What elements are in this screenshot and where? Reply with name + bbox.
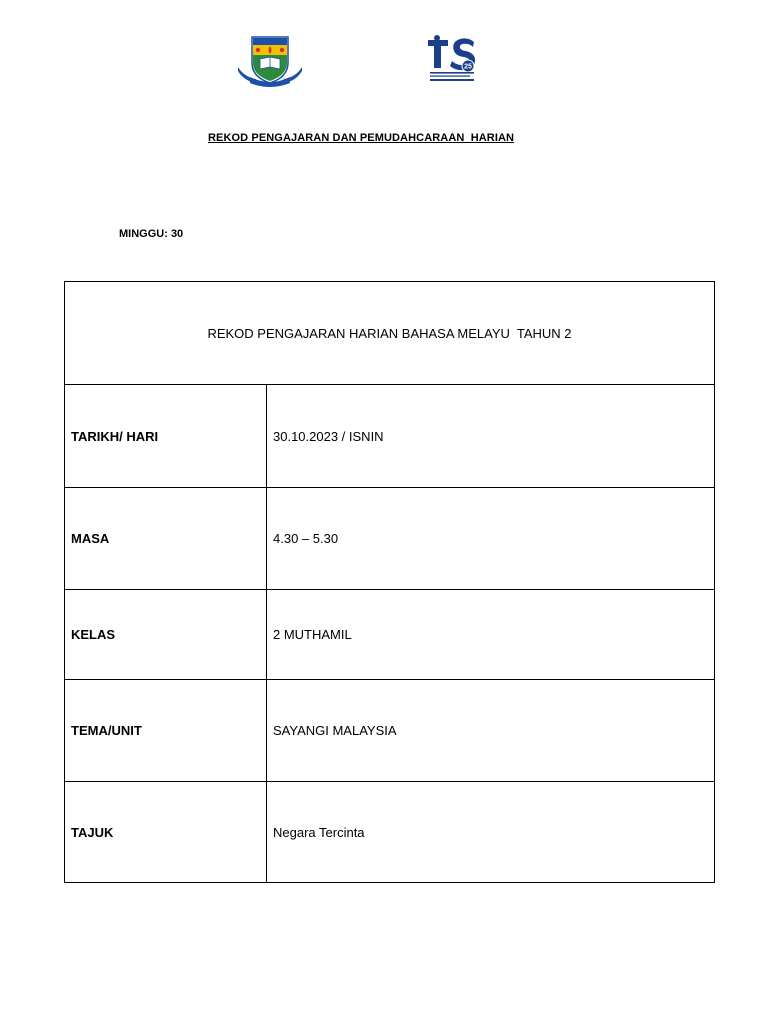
row-label-time: MASA (65, 488, 267, 590)
row-label-class: KELAS (65, 590, 267, 680)
table-row (65, 488, 715, 590)
week-number: MINGGU: 30 (119, 228, 184, 240)
ts25-logo-icon (424, 34, 480, 84)
row-label-date-day: TARIKH/ HARI (65, 385, 267, 488)
row-value-time: 4.30 – 5.30 (267, 488, 715, 590)
table-row (65, 680, 715, 782)
row-label-topic: TAJUK (65, 782, 267, 883)
row-value-class: 2 MUTHAMIL (267, 590, 715, 680)
school-crest-logo (236, 33, 304, 87)
table-row (65, 590, 715, 680)
table-row (65, 385, 715, 488)
school-crest-icon (236, 33, 304, 87)
lesson-record-table (64, 281, 715, 883)
table-row (65, 782, 715, 883)
row-label-theme-unit: TEMA/UNIT (65, 680, 267, 782)
row-value-date-day: 30.10.2023 / ISNIN (267, 385, 715, 488)
table-header-row (65, 282, 715, 385)
row-value-theme-unit: SAYANGI MALAYSIA (267, 680, 715, 782)
row-value-topic: Negara Tercinta (267, 782, 715, 883)
document-title: REKOD PENGAJARAN DAN PEMUDAHCARAAN HARIAN (208, 132, 515, 144)
ts25-badge-text: 25 (464, 63, 472, 71)
table-header: REKOD PENGAJARAN HARIAN BAHASA MELAYU TAHUN 2 (65, 282, 715, 385)
ts25-logo (424, 34, 480, 84)
